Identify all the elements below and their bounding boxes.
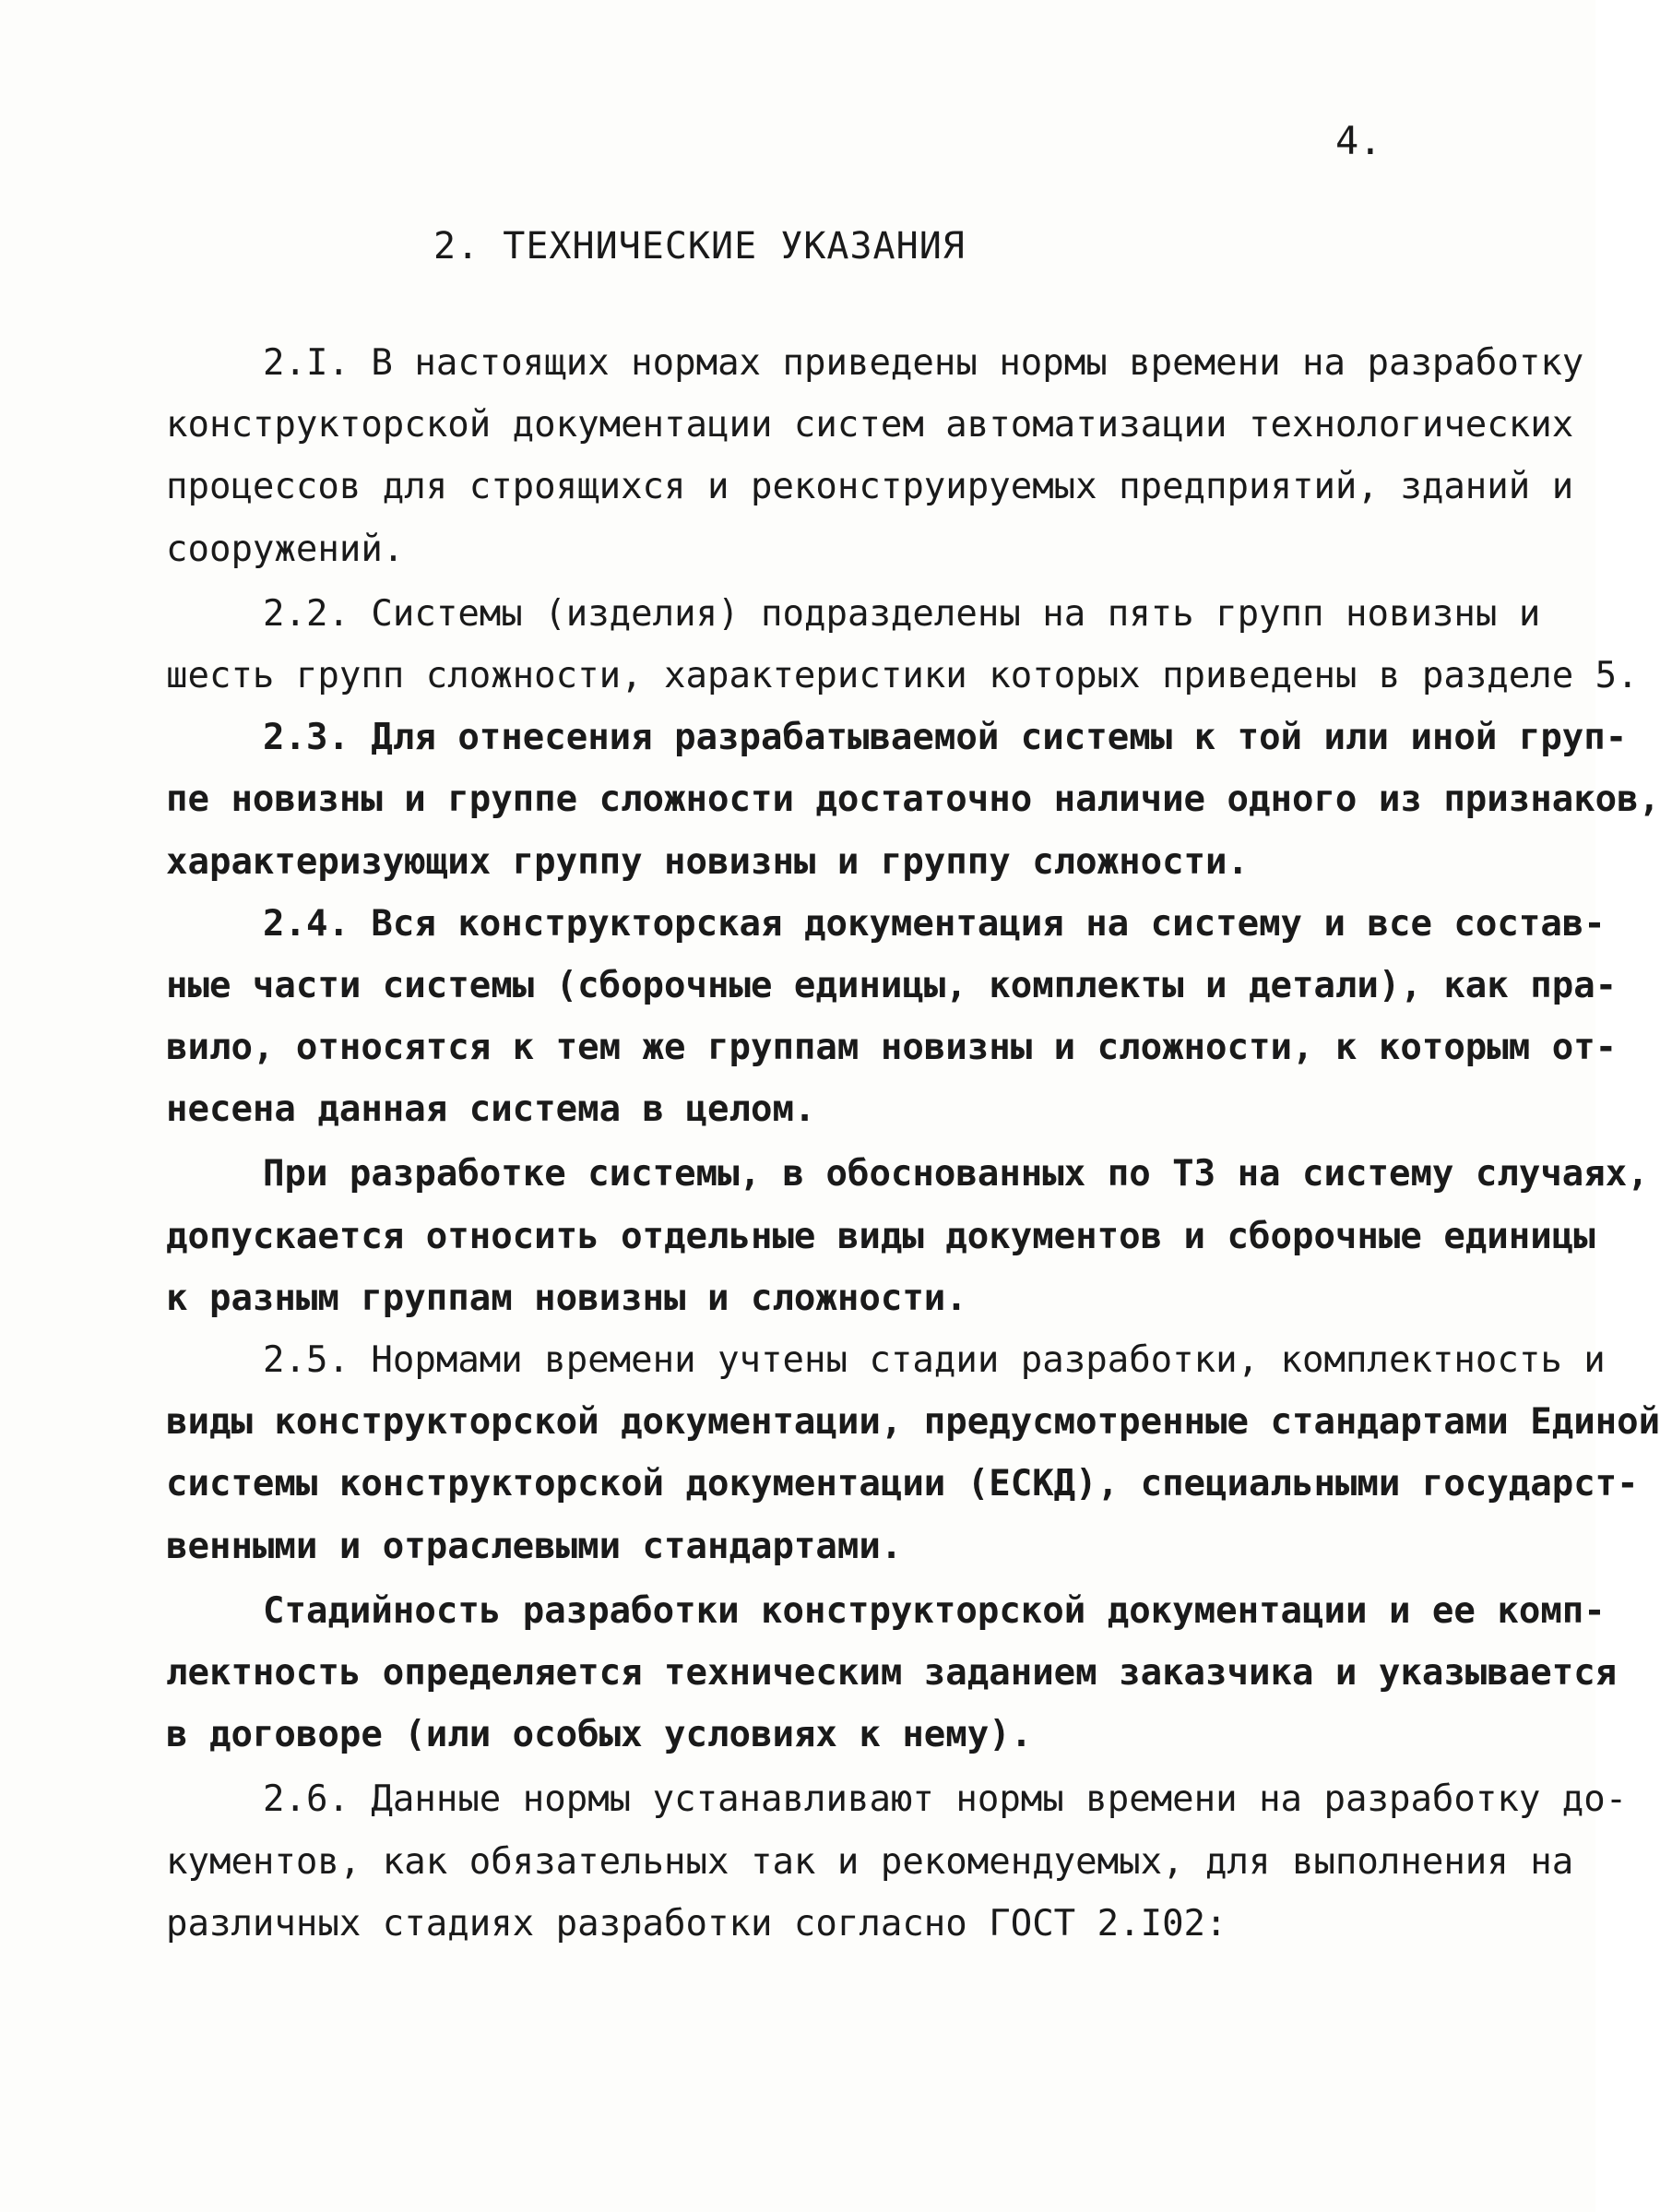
text-line: 2.6. Данные нормы устанавливают нормы времени на разработку до-	[263, 1778, 1628, 1821]
text-line: пе новизны и группе сложности достаточно наличие одного из признаков,	[166, 779, 1660, 821]
text-line: допускается относить отдельные виды документов и сборочные единицы	[166, 1215, 1595, 1257]
text-line: 2.5. Нормами времени учтены стадии разработки, комплектность и	[263, 1339, 1606, 1381]
text-line: процессов для строящихся и реконструируемых предприятий, зданий и	[166, 466, 1574, 508]
text-line: шесть групп сложности, характеристики которых приведены в разделе 5.	[166, 654, 1639, 696]
text-line: сооружений.	[166, 528, 405, 570]
text-line: лектность определяется техническим заданием заказчика и указывается	[166, 1651, 1618, 1694]
text-line: 2.4. Вся конструкторская документация на систему и все состав-	[263, 902, 1606, 945]
text-line: ные части системы (сборочные единицы, комплекты и детали), как пра-	[166, 964, 1618, 1006]
text-line: в договоре (или особых условиях к нему).	[166, 1714, 1033, 1756]
text-line: 2.I. В настоящих нормах приведены нормы времени на разработку	[263, 342, 1584, 384]
text-line: При разработке системы, в обоснованных по ТЗ на систему случаях,	[263, 1153, 1649, 1195]
page-number: 4.	[1335, 118, 1382, 163]
text-line: 2.2. Системы (изделия) подразделены на пять групп новизны и	[263, 592, 1541, 635]
body-text	[166, 332, 1660, 1955]
text-line: к разным группам новизны и сложности.	[166, 1277, 967, 1319]
text-line: вило, относятся к тем же группам новизны и сложности, к которым от-	[166, 1027, 1618, 1069]
section-heading: 2. ТЕХНИЧЕСКИЕ УКАЗАНИЯ	[433, 225, 966, 268]
text-line: системы конструкторской документации (ЕСКД), специальными государст-	[166, 1463, 1639, 1505]
text-line: виды конструкторской документации, предусмотренные стандартами Единой	[166, 1401, 1660, 1444]
text-line: конструкторской документации систем автоматизации технологических	[166, 404, 1574, 446]
text-line: 2.3. Для отнесения разрабатываемой системы к той или иной груп-	[263, 717, 1628, 759]
text-line: кументов, как обязательных так и рекомендуемых, для выполнения на	[166, 1840, 1574, 1883]
text-line: венными и отраслевыми стандартами.	[166, 1525, 903, 1567]
text-line: характеризующих группу новизны и группу сложности.	[166, 840, 1249, 883]
text-line: различных стадиях разработки согласно ГОСТ 2.I02:	[166, 1902, 1227, 1944]
text-line: несена данная система в целом.	[166, 1088, 816, 1131]
text-line: Стадийность разработки конструкторской документации и ее комп-	[263, 1589, 1606, 1632]
